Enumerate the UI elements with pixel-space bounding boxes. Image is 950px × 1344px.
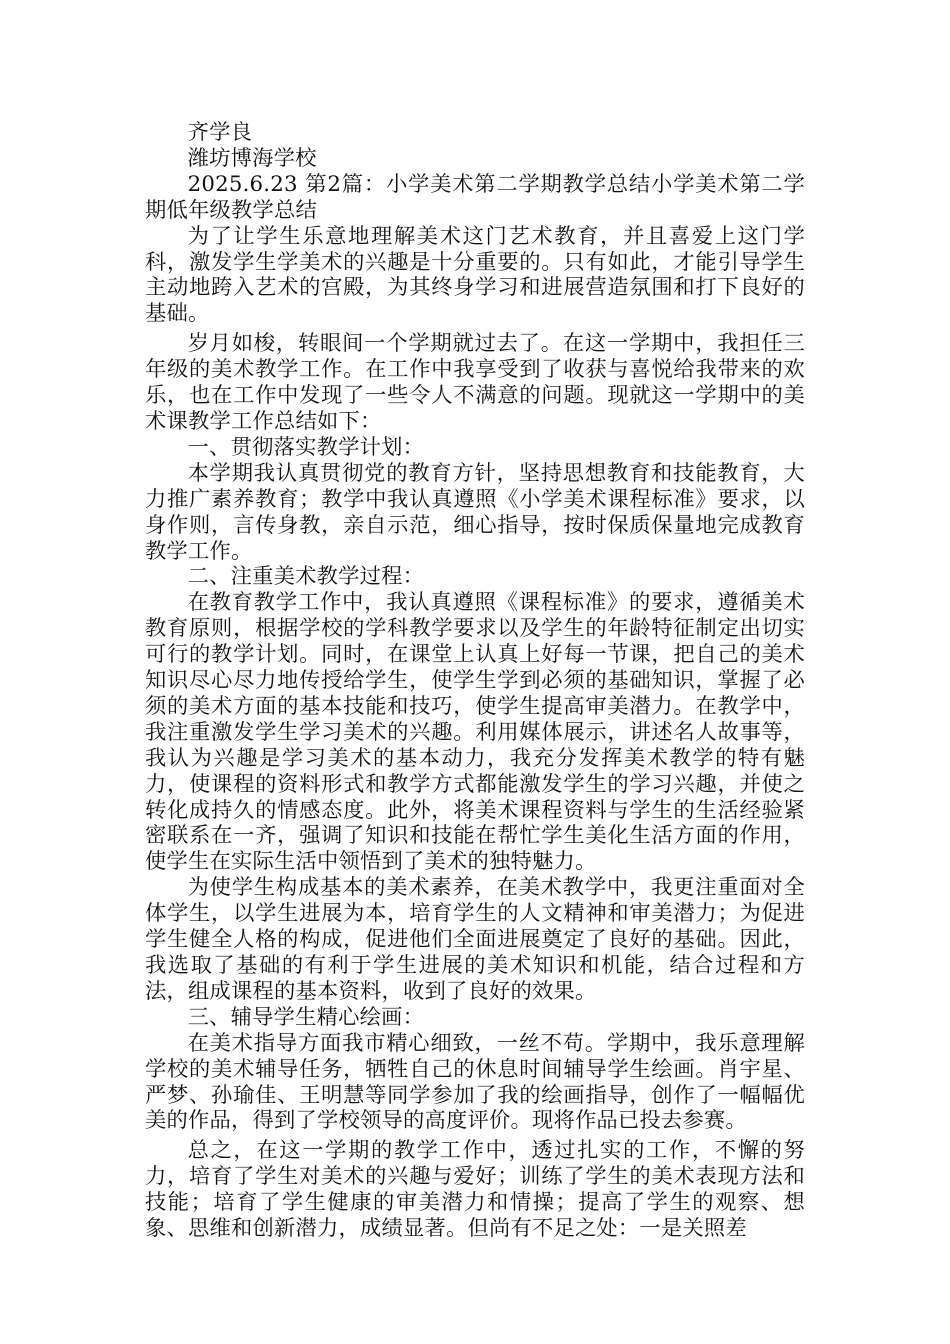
- paragraph-conclusion: 总之，在这一学期的教学工作中，透过扎实的工作，不懈的努力，培育了学生对美术的兴趣与爱好；训练了学生的美术表现方法和技能；培育了学生健康的审美潜力和情操；提高了学生的观察、想象、思维和创新潜力，成绩显著。但尚有不足之处：一是关照差: [145, 1138, 805, 1242]
- school-name: 潍坊博海学校: [187, 145, 317, 171]
- paragraph-section-2b: 为使学生构成基本的美术素养，在美术教学中，我更注重面对全体学生，以学生进展为本，培育学生的人文精神和审美潜力；为促进学生健全人格的构成，促进他们全面进展奠定了良好的基础。因此，我选取了基础的有利于学生进展的美术知识和机能，结合过程和方法，组成课程的基本资料，收到了良好的效果。: [145, 875, 805, 1004]
- paragraph-intro: 为了让学生乐意地理解美术这门艺术教育，并且喜爱上这门学科，激发学生学美术的兴趣是十分重要的。只有如此，才能引导学生主动地跨入艺术的宫殿，为其终身学习和进展营造氛围和打下良好的基础。: [145, 223, 805, 327]
- paragraph-section-3: 在美术指导方面我市精心细致，一丝不苟。学期中，我乐意理解学校的美术辅导任务，牺牲自己的休息时间辅导学生绘画。肖宇星、严梦、孙瑜佳、王明慧等同学参加了我的绘画指导，创作了一幅幅优美的作品，得到了学校领导的高度评价。现将作品已投去参赛。: [145, 1030, 805, 1134]
- paragraph-section-2a: 在教育教学工作中，我认真遵照《课程标准》的要求，遵循美术教育原则，根据学校的学科教学要求以及学生的年龄特征制定出切实可行的教学计划。同时，在课堂上认真上好每一节课，把自己的美术知识尽心尽力地传授给学生，使学生学到必须的基础知识，掌握了必须的美术方面的基本技能和技巧，使学生提高审美潜力。在教学中，我注重激发学生学习美术的兴趣。利用媒体展示，讲述名人故事等，我认为兴趣是学习美术的基本动力，我充分发挥美术教学的特有魅力，使课程的资料形式和教学方式都能激发学生的学习兴趣，并使之转化成持久的情感态度。此外，将美术课程资料与学生的生活经验紧密联系在一齐，强调了知识和技能在帮忙学生美化生活方面的作用，使学生在实际生活中领悟到了美术的独特魅力。: [145, 590, 805, 875]
- document-body: [145, 120, 805, 1242]
- paragraph-section-1: 本学期我认真贯彻党的教育方针，坚持思想教育和技能教育，大力推广素养教育；教学中我认真遵照《小学美术课程标准》要求，以身作则，言传身教，亲自示范，细心指导，按时保质保量地完成教育教学工作。: [145, 460, 805, 564]
- article-heading: 2025.6.23 第2篇：小学美术第二学期教学总结小学美术第二学期低年级教学总结: [145, 171, 805, 223]
- section-heading-1: 一、贯彻落实教学计划：: [187, 434, 425, 460]
- paragraph-overview: 岁月如梭，转眼间一个学期就过去了。在这一学期中，我担任三年级的美术教学工作。在工作中我享受到了收获与喜悦给我带来的欢乐，也在工作中发现了一些令人不满意的问题。现就这一学期中的美术课教学工作总结如下：: [145, 331, 805, 434]
- author-name: 齐学良: [187, 120, 253, 145]
- section-heading-3: 三、辅导学生精心绘画：: [187, 1004, 425, 1030]
- section-heading-2: 二、注重美术教学过程：: [187, 564, 425, 590]
